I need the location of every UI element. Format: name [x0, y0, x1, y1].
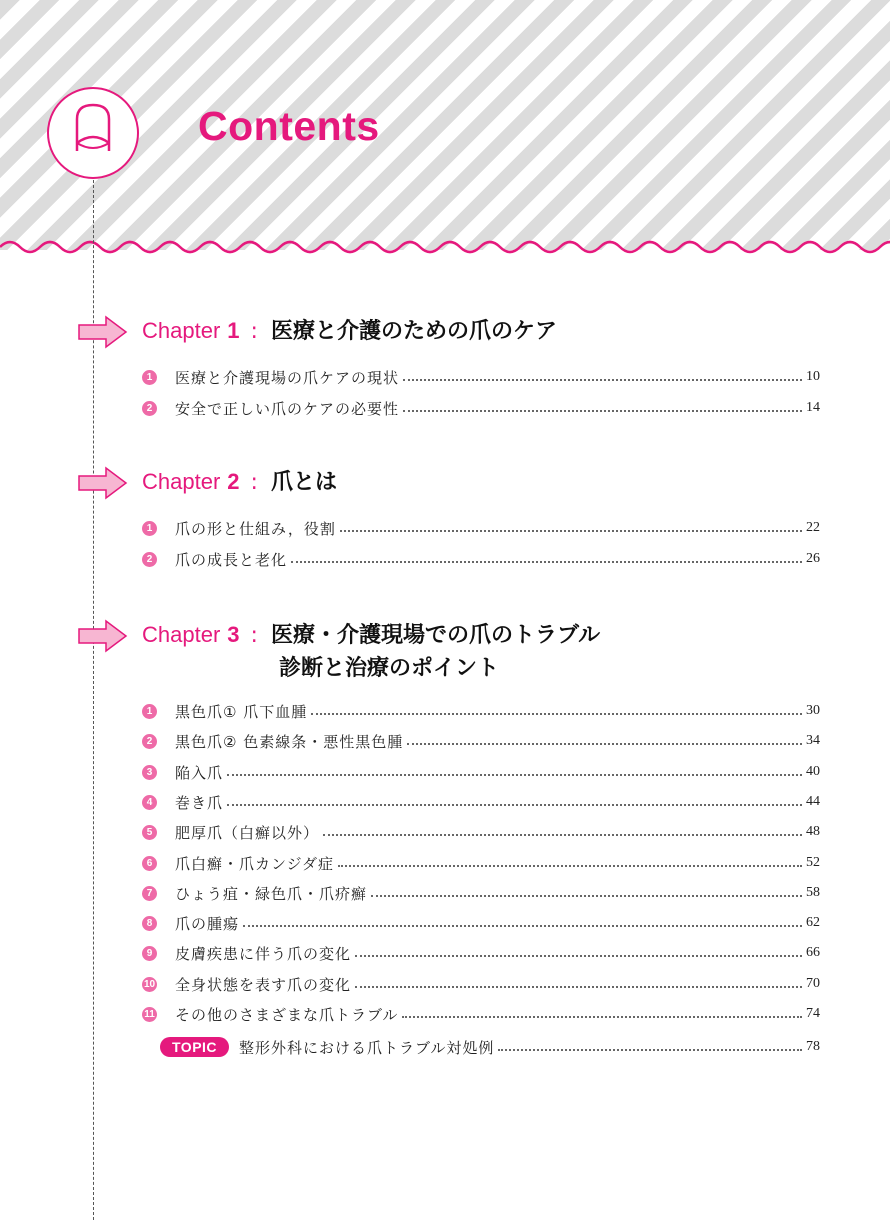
entry-number-badge: 2 [142, 734, 157, 749]
entry-number-badge: 11 [142, 1007, 157, 1022]
entry-page-number: 14 [806, 400, 820, 415]
entry-page-number: 34 [806, 733, 820, 748]
dot-leader [227, 804, 802, 806]
entry-page-number: 40 [806, 764, 820, 779]
entry-page-number: 66 [806, 945, 820, 960]
chapter-label: Chapter [142, 318, 221, 343]
entry-number-badge: 4 [142, 795, 157, 810]
topic-entry[interactable] [160, 1035, 820, 1059]
toc-entry[interactable] [142, 790, 820, 814]
toc-entry[interactable] [142, 547, 820, 571]
entry-number-badge: 2 [142, 401, 157, 416]
dot-leader [291, 561, 802, 563]
page-title: Contents [198, 103, 380, 149]
toc-entry[interactable] [142, 699, 820, 723]
entry-page-number: 30 [806, 703, 820, 718]
chapter-number: 3 [227, 622, 240, 647]
toc-entry[interactable] [142, 1002, 820, 1026]
dot-leader [407, 743, 802, 745]
entry-number-badge: 9 [142, 946, 157, 961]
toc-entry[interactable] [142, 911, 820, 935]
entry-label: 爪の成長と老化 [175, 550, 288, 569]
nail-icon [47, 87, 139, 179]
entry-label: 巻き爪 [175, 793, 224, 812]
toc-entry[interactable] [142, 396, 820, 420]
entry-number-badge: 7 [142, 886, 157, 901]
entry-page-number: 10 [806, 369, 820, 384]
chapter-number: 1 [227, 318, 240, 343]
toc-entry[interactable] [142, 729, 820, 753]
entry-label: 安全で正しい爪のケアの必要性 [175, 399, 400, 418]
entry-label: 医療と介護現場の爪ケアの現状 [175, 368, 400, 387]
dot-leader [355, 955, 802, 957]
chapter-title: 医療と介護のための爪のケア [270, 319, 557, 344]
toc-entry[interactable] [142, 760, 820, 784]
entry-label: その他のさまざまな爪トラブル [175, 1005, 399, 1024]
entry-number-badge: 1 [142, 370, 157, 385]
dot-leader [498, 1049, 802, 1051]
entry-number-badge: 10 [143, 978, 156, 990]
chapter-colon: : [250, 319, 258, 344]
entry-label: 爪の腫瘍 [175, 914, 240, 933]
toc-entry[interactable] [142, 516, 820, 540]
entry-label: 全身状態を表す爪の変化 [175, 975, 352, 994]
entry-label: 整形外科における爪トラブル対処例 [239, 1038, 495, 1057]
entry-number-badge: 5 [142, 825, 157, 840]
dot-leader [403, 379, 802, 381]
chapter-colon: : [250, 623, 258, 648]
entry-number-badge: 1 [142, 521, 157, 536]
dot-leader [243, 925, 802, 927]
dot-leader [355, 986, 802, 988]
arrow-icon [78, 619, 128, 653]
arrow-icon [78, 315, 128, 349]
entry-page-number: 62 [806, 915, 820, 930]
entry-label: 陥入爪 [175, 763, 224, 782]
dot-leader [323, 834, 802, 836]
wavy-divider [0, 232, 890, 262]
entry-label: 爪の形と仕組み，役割 [175, 519, 336, 538]
entry-page-number: 78 [806, 1039, 820, 1054]
chapter-title: 医療・介護現場での爪のトラブル [270, 623, 601, 648]
chapter-subtitle: 診断と治療のポイント [279, 656, 500, 681]
dot-leader [338, 865, 802, 867]
entry-number-badge: 2 [142, 552, 157, 567]
chapter-colon: : [250, 470, 258, 495]
entry-number-badge: 6 [142, 856, 157, 871]
dot-leader [311, 713, 802, 715]
entry-page-number: 44 [806, 794, 820, 809]
dot-leader [340, 530, 802, 532]
dot-leader [371, 895, 802, 897]
entry-label: ひょう疽・緑色爪・爪疥癬 [175, 884, 368, 903]
entry-label: 爪白癬・爪カンジダ症 [175, 854, 335, 873]
entry-number-badge: 1 [142, 704, 157, 719]
toc-entry[interactable] [142, 820, 820, 844]
topic-badge: TOPIC [160, 1037, 229, 1057]
toc-entry[interactable] [142, 941, 820, 965]
entry-page-number: 70 [806, 976, 820, 991]
entry-label: 肥厚爪（白癬以外） [175, 823, 320, 842]
dot-leader [402, 1016, 802, 1018]
dot-leader [227, 774, 802, 776]
chapter-number: 2 [227, 469, 240, 494]
dot-leader [403, 410, 802, 412]
entry-page-number: 26 [806, 551, 820, 566]
entry-page-number: 74 [806, 1006, 820, 1021]
toc-entry[interactable] [142, 851, 820, 875]
entry-number-badge: 8 [142, 916, 157, 931]
toc-entry[interactable] [142, 365, 820, 389]
chapter-label: Chapter [142, 469, 221, 494]
entry-page-number: 52 [806, 855, 820, 870]
entry-page-number: 22 [806, 520, 820, 535]
entry-page-number: 48 [806, 824, 820, 839]
arrow-icon [78, 466, 128, 500]
entry-page-number: 58 [806, 885, 820, 900]
entry-number-badge: 3 [142, 765, 157, 780]
toc-entry[interactable] [142, 972, 820, 996]
entry-label: 皮膚疾患に伴う爪の変化 [175, 944, 352, 963]
chapter-title: 爪とは [270, 470, 337, 495]
chapter-label: Chapter [142, 622, 221, 647]
entry-label: 黒色爪② 色素線条・悪性黒色腫 [175, 732, 404, 751]
entry-label: 黒色爪① 爪下血腫 [175, 702, 308, 721]
toc-entry[interactable] [142, 881, 820, 905]
